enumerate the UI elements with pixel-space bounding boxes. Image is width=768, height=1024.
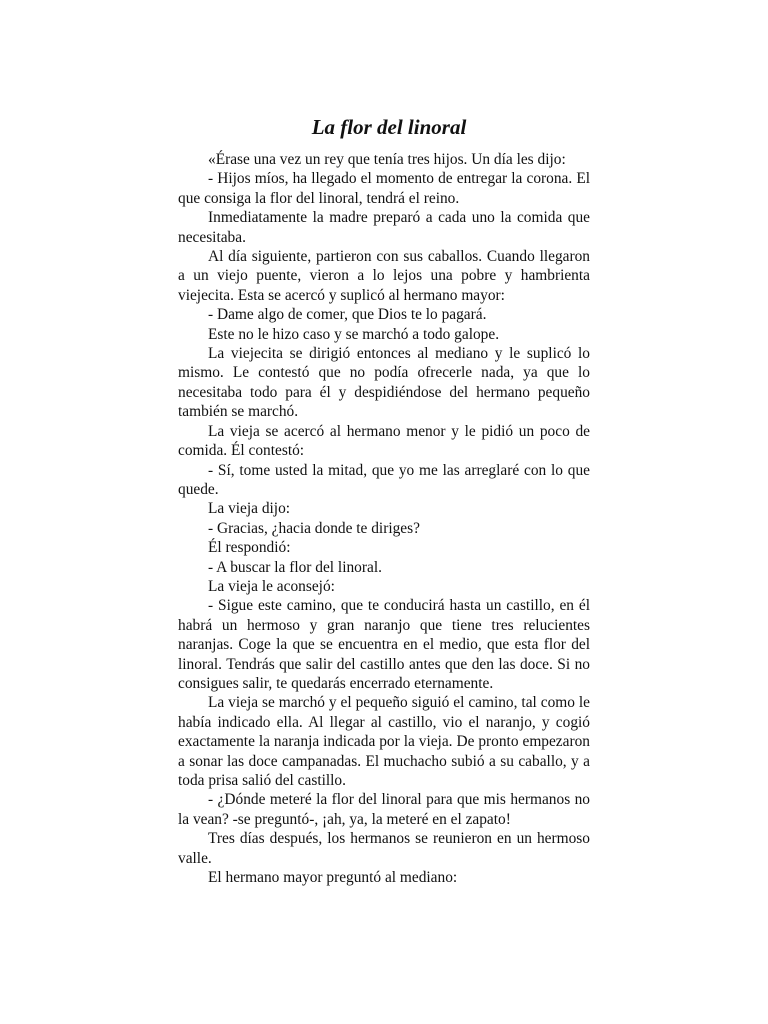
paragraph-5: - Dame algo de comer, que Dios te lo pagará.: [208, 306, 487, 324]
paragraph-12: Él respondió:: [208, 539, 291, 557]
paragraph-18: Tres días después, los hermanos se reunieron en un hermoso valle.: [178, 830, 590, 867]
paragraph-13: - A buscar la flor del linoral.: [208, 558, 382, 576]
paragraph-3: Inmediatamente la madre preparó a cada uno la comida que necesitaba.: [178, 209, 590, 246]
paragraph-8: La vieja se acercó al hermano menor y le pidió un poco de comida. Él contestó:: [178, 422, 590, 460]
paragraph-11: - Gracias, ¿hacia donde te diriges?: [208, 519, 420, 537]
paragraph-16: La vieja se marchó y el pequeño siguió el camino, tal como le había indicado ella. Al llegar al castillo, vio el naranjo, y cogió exactamente la naranja indicada por la vieja. De pronto empezaron a sonar las doce campanadas. El muchacho subió a su caballo, y a toda prisa salió del castillo.: [178, 694, 590, 789]
paragraph-14: La vieja le aconsejó:: [208, 577, 335, 595]
paragraph-9: - Sí, tome usted la mitad, que yo me las arreglaré con lo que quede.: [178, 461, 590, 498]
paragraph-19: El hermano mayor preguntó al mediano:: [208, 869, 458, 887]
document-title: La flor del linoral: [311, 115, 467, 139]
paragraph-4: Al día siguiente, partieron con sus caballos. Cuando llegaron a un viejo puente, vieron a lo lejos una pobre y hambrienta viejecita. Esta se acercó y suplicó al hermano mayor:: [178, 248, 590, 304]
paragraph-1: «Érase una vez un rey que tenía tres hijos. Un día les dijo:: [208, 151, 566, 168]
paragraph-10: La vieja dijo:: [208, 500, 291, 518]
paragraph-7: La viejecita se dirigió entonces al mediano y le suplicó lo mismo. Le contestó que no podía ofrecerle nada, ya que lo necesitaba todo para él y despidiéndose del hermano pequeño también se marchó.: [178, 345, 590, 421]
paragraph-2: - Hijos míos, ha llegado el momento de entregar la corona. El que consiga la flor del linoral, tendrá el reino.: [178, 170, 590, 207]
paragraph-17: - ¿Dónde meteré la flor del linoral para que mis hermanos no la vean? -se preguntó-, ¡ah, ya, la meteré en el zapato!: [178, 791, 590, 828]
story-body: [178, 150, 590, 887]
paragraph-6: Este no le hizo caso y se marchó a todo galope.: [208, 325, 500, 343]
paragraph-15: - Sigue este camino, que te conducirá hasta un castillo, en él habrá un hermoso y gran naranjo que tiene tres relucientes naranjas. Coge la que se encuentra en el medio, que esta flor del linoral. Tendrás que salir del castillo antes que den las doce. Si no consigues salir, te quedarás encerrado eternamente.: [178, 597, 590, 692]
